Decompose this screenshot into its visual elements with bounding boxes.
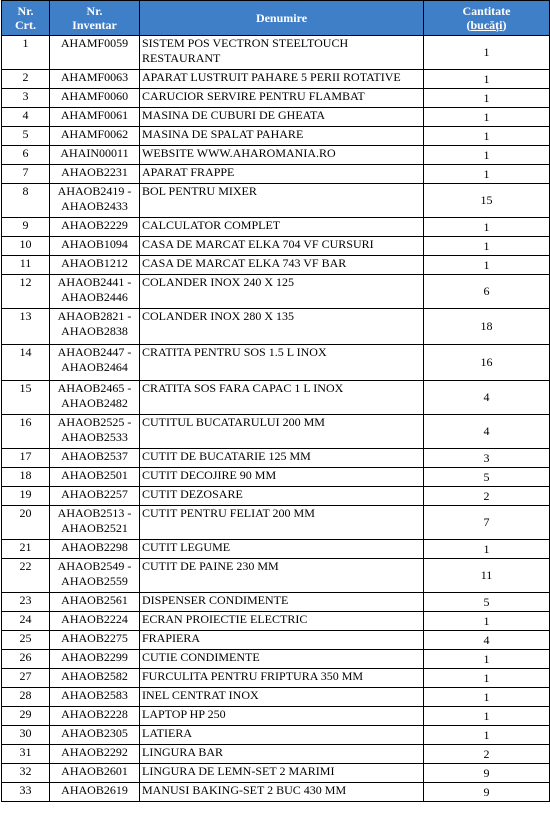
denumire-line: LATIERA xyxy=(142,726,192,740)
denumire-line: CUTIT LEGUME xyxy=(142,540,231,554)
cell-denumire xyxy=(140,165,424,184)
inventar-line: AHAOB2525 - xyxy=(57,415,132,429)
cell-nr-crt: 20 xyxy=(2,506,50,540)
cell-nr-crt: 32 xyxy=(2,764,50,783)
table-row xyxy=(2,345,550,381)
cell-nr-crt: 13 xyxy=(2,309,50,345)
denumire-line: APARAT LUSTRUIT PAHARE 5 PERII ROTATIVE xyxy=(142,70,401,84)
denumire-line: CUTIE CONDIMENTE xyxy=(142,650,260,664)
cell-denumire xyxy=(140,559,424,593)
cell-cantitate: 1 xyxy=(424,612,550,631)
cell-denumire xyxy=(140,108,424,127)
table-row xyxy=(2,726,550,745)
denumire-line: RESTAURANT xyxy=(142,51,221,65)
cell-cantitate: 6 xyxy=(424,275,550,309)
header-denumire: Denumire xyxy=(140,1,424,36)
cell-nr-inventar xyxy=(50,593,140,612)
denumire-line: CARUCIOR SERVIRE PENTRU FLAMBAT xyxy=(142,89,365,103)
cell-nr-crt: 29 xyxy=(2,707,50,726)
cell-denumire xyxy=(140,707,424,726)
cell-nr-inventar xyxy=(50,506,140,540)
inventar-line: AHAMF0062 xyxy=(60,127,129,141)
inventar-line: AHAOB2583 xyxy=(61,688,128,702)
table-row xyxy=(2,506,550,540)
cell-denumire xyxy=(140,184,424,218)
cell-nr-inventar xyxy=(50,165,140,184)
table-row xyxy=(2,218,550,237)
inventar-line: AHAOB1212 xyxy=(61,256,128,270)
inventar-line: AHAMF0060 xyxy=(60,89,129,103)
cell-nr-crt: 5 xyxy=(2,127,50,146)
table-row xyxy=(2,381,550,415)
cell-denumire xyxy=(140,783,424,802)
inventar-line: AHAOB2549 - xyxy=(57,559,132,573)
cell-nr-crt: 17 xyxy=(2,449,50,468)
cell-nr-crt: 26 xyxy=(2,650,50,669)
cell-nr-inventar xyxy=(50,559,140,593)
table-row xyxy=(2,184,550,218)
cell-nr-inventar xyxy=(50,631,140,650)
inventar-line: AHAOB2501 xyxy=(61,468,128,482)
table-row xyxy=(2,146,550,165)
table-row xyxy=(2,36,550,70)
cell-nr-inventar xyxy=(50,783,140,802)
header-cantitate xyxy=(424,1,550,36)
header-nr-crt xyxy=(2,1,50,36)
inventar-line: AHAOB2533 xyxy=(61,430,128,444)
table-row xyxy=(2,309,550,345)
cell-nr-crt: 28 xyxy=(2,688,50,707)
cell-denumire xyxy=(140,688,424,707)
cell-nr-inventar xyxy=(50,468,140,487)
cell-cantitate: 1 xyxy=(424,165,550,184)
cell-denumire xyxy=(140,127,424,146)
denumire-line: COLANDER INOX 240 X 125 xyxy=(142,275,294,289)
cell-nr-crt: 1 xyxy=(2,36,50,70)
cell-cantitate: 5 xyxy=(424,468,550,487)
cell-nr-crt: 4 xyxy=(2,108,50,127)
table-row xyxy=(2,783,550,802)
header-qty-line2 xyxy=(426,18,547,32)
cell-cantitate: 1 xyxy=(424,237,550,256)
cell-cantitate: 1 xyxy=(424,256,550,275)
cell-denumire xyxy=(140,612,424,631)
denumire-line: CUTIT DECOJIRE 90 MM xyxy=(142,468,277,482)
table-header xyxy=(2,1,550,36)
denumire-line: APARAT FRAPPE xyxy=(142,165,235,179)
inventar-line: AHAOB2231 xyxy=(61,165,128,179)
cell-cantitate: 1 xyxy=(424,540,550,559)
cell-nr-inventar xyxy=(50,237,140,256)
cell-nr-crt: 7 xyxy=(2,165,50,184)
cell-cantitate: 2 xyxy=(424,745,550,764)
cell-nr-inventar xyxy=(50,218,140,237)
cell-nr-inventar xyxy=(50,184,140,218)
cell-nr-crt: 21 xyxy=(2,540,50,559)
cell-nr-inventar xyxy=(50,669,140,688)
cell-nr-inventar xyxy=(50,726,140,745)
cell-cantitate: 16 xyxy=(424,345,550,381)
inventar-line: AHAOB2419 - xyxy=(57,184,132,198)
inventar-line: AHAOB2275 xyxy=(61,631,128,645)
cell-nr-crt: 16 xyxy=(2,415,50,449)
table-row xyxy=(2,275,550,309)
header-inv-line1: Nr. xyxy=(86,4,103,18)
denumire-line: LINGURA DE LEMN-SET 2 MARIMI xyxy=(142,764,335,778)
table-row xyxy=(2,764,550,783)
inventar-line: AHAOB2465 - xyxy=(57,381,132,395)
cell-cantitate: 4 xyxy=(424,381,550,415)
cell-nr-inventar xyxy=(50,108,140,127)
cell-nr-inventar xyxy=(50,127,140,146)
cell-nr-crt: 30 xyxy=(2,726,50,745)
denumire-line: DISPENSER CONDIMENTE xyxy=(142,593,289,607)
cell-nr-inventar xyxy=(50,688,140,707)
cell-cantitate: 1 xyxy=(424,108,550,127)
cell-nr-crt: 22 xyxy=(2,559,50,593)
cell-cantitate: 5 xyxy=(424,593,550,612)
cell-denumire xyxy=(140,650,424,669)
cell-nr-inventar xyxy=(50,415,140,449)
cell-cantitate: 18 xyxy=(424,309,550,345)
cell-nr-crt: 33 xyxy=(2,783,50,802)
cell-denumire xyxy=(140,468,424,487)
header-inv-line2: Inventar xyxy=(72,18,117,32)
cell-cantitate: 7 xyxy=(424,506,550,540)
cell-cantitate: 1 xyxy=(424,218,550,237)
denumire-line: LINGURA BAR xyxy=(142,745,224,759)
cell-denumire xyxy=(140,36,424,70)
cell-denumire xyxy=(140,449,424,468)
denumire-line: WEBSITE WWW.AHAROMANIA.RO xyxy=(142,146,336,160)
inventar-line: AHAMF0061 xyxy=(60,108,129,122)
cell-nr-crt: 24 xyxy=(2,612,50,631)
header-qty-paren-close: ) xyxy=(502,18,507,32)
cell-cantitate: 1 xyxy=(424,669,550,688)
inventar-line: AHAOB2619 xyxy=(61,783,128,797)
cell-nr-crt: 11 xyxy=(2,256,50,275)
denumire-line: CASA DE MARCAT ELKA 704 VF CURSURI xyxy=(142,237,374,251)
denumire-line: CUTIT PENTRU FELIAT 200 MM xyxy=(142,506,315,520)
inventar-line: AHAOB2464 xyxy=(61,360,128,374)
table-row xyxy=(2,256,550,275)
denumire-line: BOL PENTRU MIXER xyxy=(142,184,257,198)
cell-cantitate: 11 xyxy=(424,559,550,593)
cell-nr-crt: 2 xyxy=(2,70,50,89)
denumire-line: FURCULITA PENTRU FRIPTURA 350 MM xyxy=(142,669,364,683)
cell-nr-inventar xyxy=(50,707,140,726)
cell-nr-inventar xyxy=(50,650,140,669)
cell-cantitate: 1 xyxy=(424,70,550,89)
denumire-line: INEL CENTRAT INOX xyxy=(142,688,259,702)
table-row xyxy=(2,70,550,89)
cell-denumire xyxy=(140,726,424,745)
header-qty-paren-open: ( xyxy=(466,18,471,32)
cell-denumire xyxy=(140,89,424,108)
denumire-line: CUTIT DE PAINE 230 MM xyxy=(142,559,279,573)
cell-denumire xyxy=(140,631,424,650)
inventar-line: AHAOB2257 xyxy=(61,487,128,501)
inventar-line: AHAMF0063 xyxy=(60,70,129,84)
inventar-line: AHAOB2513 - xyxy=(57,506,132,520)
cell-cantitate: 1 xyxy=(424,688,550,707)
header-row xyxy=(2,1,550,36)
cell-denumire xyxy=(140,256,424,275)
cell-denumire xyxy=(140,764,424,783)
table-row xyxy=(2,449,550,468)
inventar-line: AHAOB2521 xyxy=(61,521,128,535)
cell-nr-crt: 19 xyxy=(2,487,50,506)
table-row xyxy=(2,650,550,669)
cell-cantitate: 4 xyxy=(424,631,550,650)
inventar-line: AHAOB2838 xyxy=(61,324,128,338)
inventar-line: AHAOB2441 - xyxy=(57,275,132,289)
cell-nr-inventar xyxy=(50,146,140,165)
denumire-line: CRATITA PENTRU SOS 1.5 L INOX xyxy=(142,345,327,359)
denumire-line: CRATITA SOS FARA CAPAC 1 L INOX xyxy=(142,381,344,395)
cell-nr-inventar xyxy=(50,345,140,381)
inventar-line: AHAOB2447 - xyxy=(57,345,132,359)
cell-denumire xyxy=(140,146,424,165)
inventar-line: AHAOB2537 xyxy=(61,449,128,463)
cell-cantitate: 4 xyxy=(424,415,550,449)
cell-nr-inventar xyxy=(50,540,140,559)
table-row xyxy=(2,487,550,506)
cell-nr-inventar xyxy=(50,256,140,275)
inventar-line: AHAOB2298 xyxy=(61,540,128,554)
table-body xyxy=(2,36,550,802)
cell-cantitate: 1 xyxy=(424,146,550,165)
table-row xyxy=(2,89,550,108)
cell-nr-inventar xyxy=(50,309,140,345)
cell-denumire xyxy=(140,309,424,345)
cell-nr-inventar xyxy=(50,764,140,783)
cell-nr-inventar xyxy=(50,70,140,89)
table-row xyxy=(2,612,550,631)
denumire-line: SISTEM POS VECTRON STEELTOUCH xyxy=(142,36,349,50)
denumire-line: MANUSI BAKING-SET 2 BUC 430 MM xyxy=(142,783,347,797)
inventar-line: AHAOB2229 xyxy=(61,218,128,232)
cell-nr-crt: 8 xyxy=(2,184,50,218)
header-nr-line1: Nr. xyxy=(17,4,34,18)
inventar-line: AHAOB2559 xyxy=(61,574,128,588)
inventar-line: AHAOB2292 xyxy=(61,745,128,759)
inventar-line: AHAOB2228 xyxy=(61,707,128,721)
cell-cantitate: 1 xyxy=(424,707,550,726)
denumire-line: CUTIT DEZOSARE xyxy=(142,487,243,501)
cell-cantitate: 9 xyxy=(424,783,550,802)
cell-nr-crt: 14 xyxy=(2,345,50,381)
cell-cantitate: 1 xyxy=(424,36,550,70)
cell-denumire xyxy=(140,487,424,506)
table-row xyxy=(2,593,550,612)
cell-nr-inventar xyxy=(50,449,140,468)
cell-denumire xyxy=(140,745,424,764)
inventar-line: AHAOB1094 xyxy=(61,237,128,251)
header-nr-inventar xyxy=(50,1,140,36)
denumire-line: CALCULATOR COMPLET xyxy=(142,218,281,232)
denumire-line: MASINA DE SPALAT PAHARE xyxy=(142,127,304,141)
header-qty-unit: bucăți xyxy=(470,18,503,32)
table-row xyxy=(2,540,550,559)
denumire-line: CASA DE MARCAT ELKA 743 VF BAR xyxy=(142,256,347,270)
table-row xyxy=(2,127,550,146)
cell-cantitate: 1 xyxy=(424,726,550,745)
cell-nr-inventar xyxy=(50,381,140,415)
cell-cantitate: 1 xyxy=(424,650,550,669)
cell-denumire xyxy=(140,669,424,688)
denumire-line: MASINA DE CUBURI DE GHEATA xyxy=(142,108,326,122)
inventar-line: AHAOB2305 xyxy=(61,726,128,740)
inventar-line: AHAMF0059 xyxy=(60,36,129,50)
cell-denumire xyxy=(140,593,424,612)
cell-cantitate: 9 xyxy=(424,764,550,783)
header-nr-line2: Crt. xyxy=(15,18,36,32)
table-row xyxy=(2,165,550,184)
cell-nr-inventar xyxy=(50,89,140,108)
cell-nr-inventar xyxy=(50,612,140,631)
inventar-line: AHAOB2561 xyxy=(61,593,128,607)
table-row xyxy=(2,415,550,449)
denumire-line: ECRAN PROIECTIE ELECTRIC xyxy=(142,612,308,626)
table-row xyxy=(2,631,550,650)
cell-nr-crt: 3 xyxy=(2,89,50,108)
cell-cantitate: 2 xyxy=(424,487,550,506)
cell-cantitate: 3 xyxy=(424,449,550,468)
inventar-line: AHAOB2601 xyxy=(61,764,128,778)
inventar-line: AHAOB2224 xyxy=(61,612,128,626)
table-row xyxy=(2,237,550,256)
cell-denumire xyxy=(140,381,424,415)
cell-cantitate: 15 xyxy=(424,184,550,218)
cell-cantitate: 1 xyxy=(424,89,550,108)
cell-denumire xyxy=(140,237,424,256)
table-row xyxy=(2,669,550,688)
cell-denumire xyxy=(140,70,424,89)
cell-nr-inventar xyxy=(50,36,140,70)
cell-nr-crt: 23 xyxy=(2,593,50,612)
cell-nr-crt: 18 xyxy=(2,468,50,487)
table-row xyxy=(2,108,550,127)
cell-nr-crt: 6 xyxy=(2,146,50,165)
table-row xyxy=(2,745,550,764)
cell-denumire xyxy=(140,275,424,309)
cell-nr-inventar xyxy=(50,745,140,764)
cell-denumire xyxy=(140,345,424,381)
inventar-line: AHAOB2433 xyxy=(61,199,128,213)
cell-nr-crt: 31 xyxy=(2,745,50,764)
inventar-line: AHAOB2446 xyxy=(61,290,128,304)
cell-denumire xyxy=(140,540,424,559)
denumire-line: FRAPIERA xyxy=(142,631,201,645)
inventar-line: AHAOB2821 - xyxy=(57,309,132,323)
cell-nr-crt: 15 xyxy=(2,381,50,415)
inventar-line: AHAOB2299 xyxy=(61,650,128,664)
inventar-line: AHAIN00011 xyxy=(60,146,129,160)
table-row xyxy=(2,688,550,707)
cell-nr-crt: 12 xyxy=(2,275,50,309)
cell-nr-inventar xyxy=(50,275,140,309)
inventar-line: AHAOB2582 xyxy=(61,669,128,683)
denumire-line: LAPTOP HP 250 xyxy=(142,707,226,721)
cell-nr-crt: 27 xyxy=(2,669,50,688)
cell-cantitate: 1 xyxy=(424,127,550,146)
inventar-line: AHAOB2482 xyxy=(61,396,128,410)
cell-nr-crt: 25 xyxy=(2,631,50,650)
cell-denumire xyxy=(140,415,424,449)
table-row xyxy=(2,707,550,726)
cell-denumire xyxy=(140,218,424,237)
cell-nr-crt: 10 xyxy=(2,237,50,256)
cell-nr-inventar xyxy=(50,487,140,506)
cell-denumire xyxy=(140,506,424,540)
denumire-line: CUTITUL BUCATARULUI 200 MM xyxy=(142,415,325,429)
denumire-line: COLANDER INOX 280 X 135 xyxy=(142,309,294,323)
denumire-line: CUTIT DE BUCATARIE 125 MM xyxy=(142,449,311,463)
inventory-table xyxy=(1,0,550,802)
table-row xyxy=(2,468,550,487)
cell-nr-crt: 9 xyxy=(2,218,50,237)
table-row xyxy=(2,559,550,593)
header-qty-line1: Cantitate xyxy=(462,4,511,18)
